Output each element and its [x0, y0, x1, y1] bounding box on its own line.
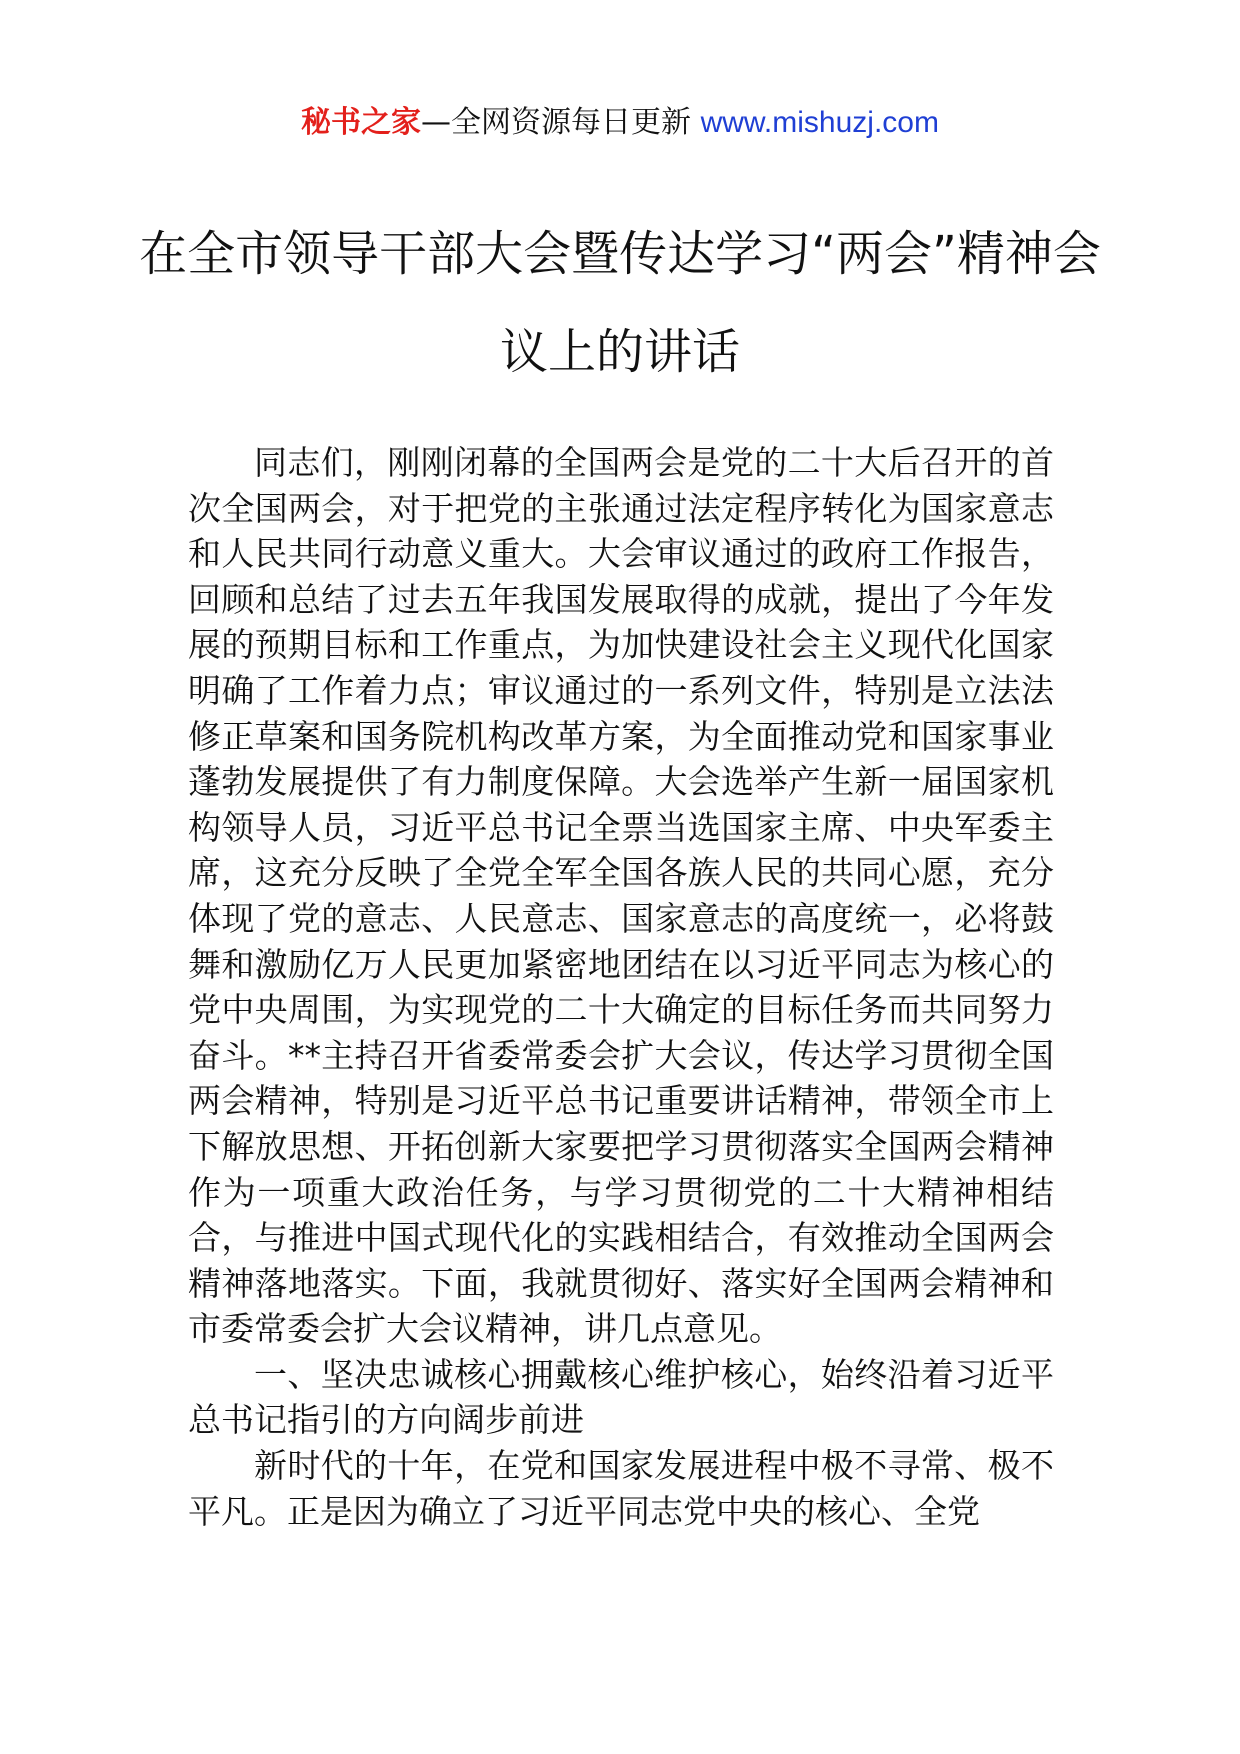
document-title: 在全市领导干部大会暨传达学习“两会”精神会议上的讲话 — [139, 226, 1101, 380]
section-heading: 一、坚决忠诚核心拥戴核心维护核心，始终沿着习近平总书记指引的方向阔步前进 — [188, 1354, 1054, 1440]
document-body — [188, 440, 1054, 1534]
body-paragraph: 新时代的十年，在党和国家发展进程中极不寻常、极不平凡。正是因为确立了习近平同志党中央的核心、全党 — [188, 1446, 1054, 1531]
brand-name: 秘书之家 — [301, 105, 422, 140]
site-header — [0, 100, 1240, 146]
header-tagline: —全网资源每日更新 — [421, 105, 692, 140]
site-url-link[interactable]: www.mishuzj.com — [700, 106, 939, 139]
body-paragraph: 同志们，刚刚闭幕的全国两会是党的二十大后召开的首次全国两会，对于把党的主张通过法定程序转化为国家意志和人民共同行动意义重大。大会审议通过的政府工作报告，回顾和总结了过去五年我国发展取得的成就，提出了今年发展的预期目标和工作重点，为加快建设社会主义现代化国家明确了工作着力点；审议通过的一系列文件，特别是立法法修正草案和国务院机构改革方案，为全面推动党和国家事业蓬勃发展提供了有力制度保障。大会选举产生新一届国家机构领导人员，习近平总书记全票当选国家主席、中央军委主席，这充分反映了全党全军全国各族人民的共同心愿，充分体现了党的意志、人民意志、国家意志的高度统一，必将鼓舞和激励亿万人民更加紧密地团结在以习近平同志为核心的党中央周围，为实现党的二十大确定的目标任务而共同努力奋斗。**主持召开省委常委会扩大会议，传达学习贯彻全国两会精神，特别是习近平总书记重要讲话精神，带领全市上下解放思想、开拓创新大家要把学习贯彻落实全国两会精神作为一项重大政治任务，与学习贯彻党的二十大精神相结合，与推进中国式现代化的实践相结合，有效推动全国两会精神落地落实。下面，我就贯彻好、落实好全国两会精神和市委常委会扩大会议精神，讲几点意见。 — [188, 443, 1054, 1349]
